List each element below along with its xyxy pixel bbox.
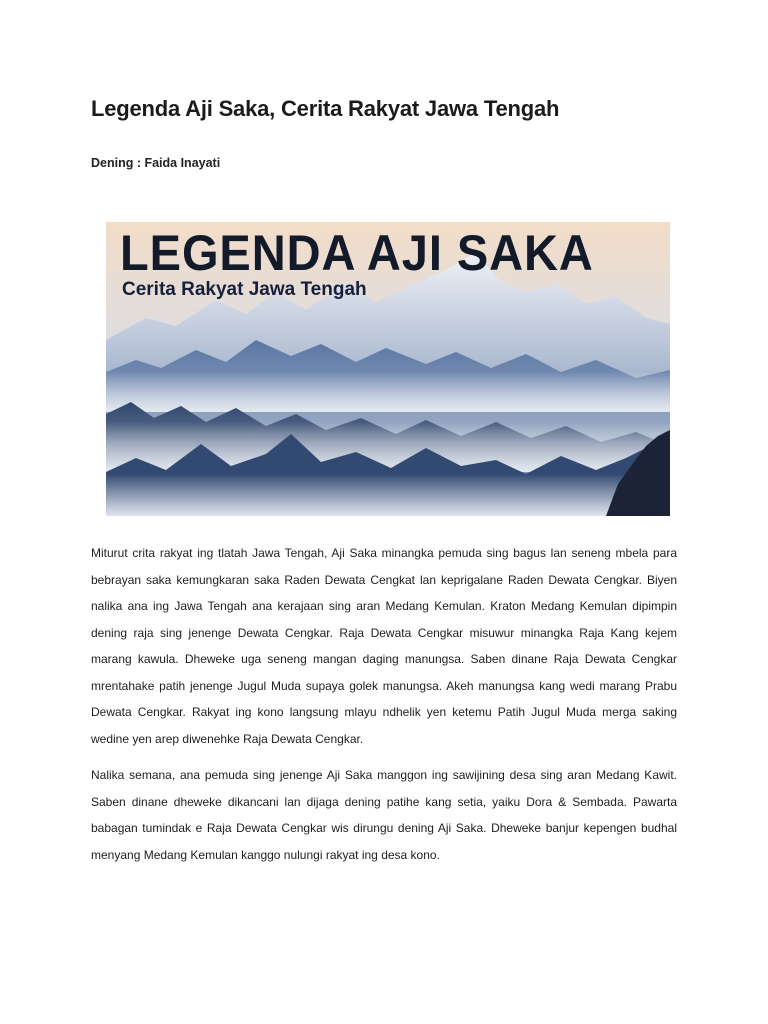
- banner-subtitle: Cerita Rakyat Jawa Tengah: [122, 279, 367, 300]
- banner-image: [106, 222, 670, 516]
- paragraph-1: Miturut crita rakyat ing tlatah Jawa Tengah, Aji Saka minangka pemuda sing bagus lan seneng mbela para bebrayan saka kemungkaran saka Raden Dewata Cengkat lan keprigalane Raden Dewata Cengkar. Biyen nalika ana ing Jawa Tengah ana kerajaan sing aran Medang Kemulan. Kraton Medang Kemulan dipimpin dening raja sing jenenge Dewata Cengkar. Raja Dewata Cengkar misuwur minangka Raja Kang kejem marang kawula. Dheweke uga seneng mangan daging manungsa. Saben dinane Raja Dewata Cengkar mrentahake patih jenenge Jugul Muda supaya golek manungsa. Akeh manungsa kang wedi marang Prabu Dewata Cengkar. Rakyat ing kono langsung mlayu ndhelik yen ketemu Patih Jugul Muda merga saking wedine yen arep diwenehke Raja Dewata Cengkar.: [91, 546, 677, 746]
- paragraph-2: Nalika semana, ana pemuda sing jenenge Aji Saka manggon ing sawijining desa sing aran Medang Kawit. Saben dinane dheweke dikancani lan dijaga dening patihe kang setia, yaiku Dora & Sembada. Pawarta babagan tumindak e Raja Dewata Cengkar wis dirungu dening Aji Saka. Dheweke banjur kepengen budhal menyang Medang Kemulan kanggo nulungi rakyat ing desa kono.: [91, 768, 677, 862]
- author-line: Dening : Faida Inayati: [91, 156, 221, 170]
- document-title: Legenda Aji Saka, Cerita Rakyat Jawa Tengah: [91, 96, 560, 121]
- banner-title: LEGENDA AJI SAKA: [120, 225, 594, 281]
